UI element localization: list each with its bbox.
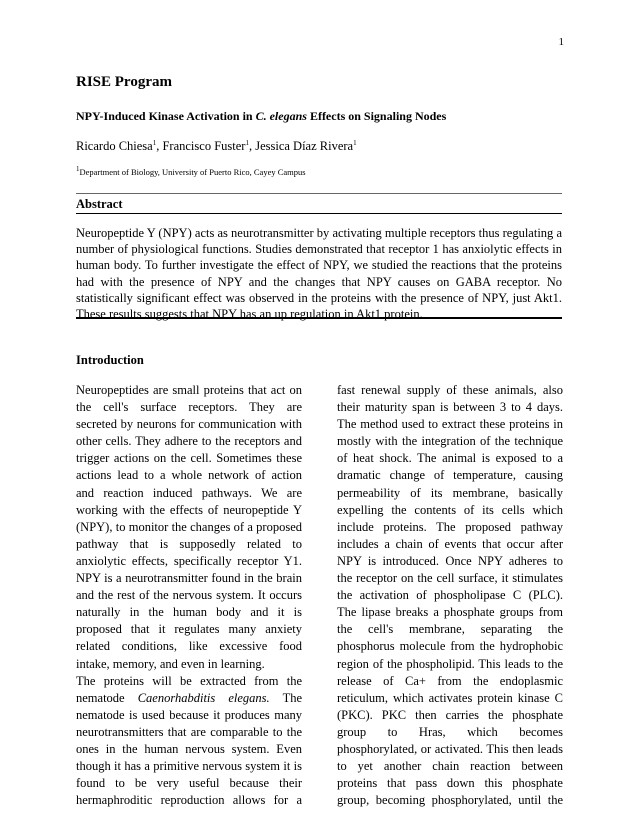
text-fragment: The <box>282 690 303 705</box>
body-text-line: their maturity span is between 3 to 4 days. <box>337 400 563 415</box>
introduction-column-right <box>337 382 563 809</box>
page-number: 1 <box>558 36 564 48</box>
body-text-line: though it has a primitive nervous system it is <box>76 759 302 774</box>
abstract-body: Neuropeptide Y (NPY) acts as neurotransmitter by activating multiple receptors thus regulating a number of physiological functions. Studies demonstrated that receptor 1 has anxiolytic effects in human body. To further investigate the effect of NPY, we studied the reactions that the proteins had with the presence of NPY and the changes that NPY causes on GABA receptor. No statistically significant effect was observed in the proteins with the presence of NPY, just Akt1. These results suggests that NPY has an up regulation in Akt1 protein. <box>76 226 562 322</box>
divider-abstract-end <box>76 317 562 319</box>
body-text-line: The lipase breaks a phosphate groups from <box>337 605 563 620</box>
body-text-line: The method used to extract these proteins in <box>337 417 563 432</box>
abstract-heading-rule <box>76 213 562 214</box>
body-text-line: The proteins will be extracted from the <box>76 673 302 688</box>
body-text-line: the receptor on the cell surface, it stimulates <box>337 571 563 586</box>
paper-title-prefix: NPY-Induced Kinase Activation in <box>76 109 256 123</box>
paper-title-species: C. elegans <box>255 109 307 123</box>
body-text-line: the cell's membrane, separating the <box>337 622 563 637</box>
body-text-line: trigger actions on the cell. Sometimes these <box>76 451 302 466</box>
species-name: Caenorhabditis elegans. <box>137 690 270 705</box>
body-text-line: other cells. They adhere to the receptors and <box>76 434 302 449</box>
body-text-line: intake, memory, and even in learning. <box>76 656 265 671</box>
body-text-line: naturally in the human body and it is <box>76 605 302 620</box>
body-text-line: neurotransmitters that are comparable to the <box>76 724 302 739</box>
affiliation-text: Department of Biology, University of Puerto Rico, Cayey Campus <box>79 167 306 177</box>
author-list <box>76 139 357 154</box>
body-text-line: (NPY), to monitor the changes of a proposed <box>76 519 302 534</box>
introduction-heading: Introduction <box>76 353 144 367</box>
body-text-line: permeability of its membrane, basically <box>337 485 563 500</box>
body-text-line: release of Ca+ from the endoplasmic <box>337 673 563 688</box>
body-text-line: hermaphroditic reproduction allows for a <box>76 793 302 808</box>
body-text-line: the activation of phospholipase C (PLC). <box>337 588 563 603</box>
abstract-heading: Abstract <box>76 197 123 211</box>
body-text-line: working with the effects of neuropeptide Y <box>76 502 302 517</box>
author-name: Jessica Díaz Rivera <box>255 139 354 153</box>
body-text-line: NPY is introduced. Once NPY adheres to <box>337 553 563 568</box>
body-text-line: to yet another chain reaction between <box>337 759 563 774</box>
body-text-line: secreted by neurons for communication with <box>76 417 302 432</box>
program-title: RISE Program <box>76 74 172 90</box>
body-text-line: Neuropeptides are small proteins that act on <box>76 383 302 397</box>
body-text-line: proteins that pass down this phosphate <box>337 776 563 791</box>
author-name: Ricardo Chiesa <box>76 139 153 153</box>
body-text-line: include proteins. The proposed pathway <box>337 519 563 534</box>
author-separator: , <box>248 139 256 153</box>
body-text-line: NPY is a neurotransmitter found in the brain <box>76 571 302 586</box>
introduction-column-left <box>76 382 302 809</box>
body-text-line: found to be very useful because their <box>76 776 302 791</box>
body-text-line: includes a chain of events that occur after <box>337 536 563 551</box>
text-fragment: nematode <box>76 690 138 705</box>
body-text-line: related conditions, like excessive food <box>76 639 302 654</box>
author-affiliation-mark: 1 <box>245 138 249 147</box>
author-separator: , <box>156 139 163 153</box>
body-text-line: actions lead to a whole network of action <box>76 468 302 483</box>
body-text-line: anxiolytic effects, specifically receptor Y1. <box>76 553 302 568</box>
body-text-line: ones in the human nervous system. Even <box>76 741 302 756</box>
body-text-line: expelling the contents of its cells which <box>337 502 563 517</box>
divider-top <box>76 193 562 194</box>
body-text-line: of heat shock. The animal is exposed to a <box>337 451 563 466</box>
affiliation-mark: 1 <box>76 165 80 174</box>
body-text-line: and the rest of the nervous system. It occurs <box>76 588 302 603</box>
author-affiliation-mark: 1 <box>152 138 157 147</box>
body-text-line: region of the phospholipid. This leads to the <box>337 656 563 671</box>
body-text-line: pathway that is supposedly related to <box>76 536 302 551</box>
body-text-line: group, becoming phosphorylated, until the <box>337 793 563 808</box>
body-text-line: proposed that it regulates many anxiety <box>76 622 302 637</box>
body-text-line: the cell's surface receptors. They are <box>76 400 302 415</box>
body-text-line: reticulum, which activates protein kinase C <box>337 690 563 705</box>
paper-title <box>76 109 446 124</box>
body-text-line: fast renewal supply of these animals, also <box>337 383 563 397</box>
paper-title-suffix: Effects on Signaling Nodes <box>306 109 447 123</box>
body-text-line: phosphorylated, or activated. This then leads <box>337 741 563 756</box>
body-text-line: phosphorus molecule from the hydrophobic <box>337 639 563 654</box>
body-text-line: dramatic change of temperature, causing <box>337 468 563 483</box>
author-name: Francisco Fuster <box>162 139 246 153</box>
body-text-line: (PKC). PKC then carries the phosphate <box>337 707 563 722</box>
body-text-line: group to Hras, which becomes <box>337 724 563 739</box>
body-text-line: and reaction induced pathways. We are <box>76 485 302 500</box>
body-text-line: mostly with the integration of the technique <box>337 434 563 449</box>
body-text-line: nematode is used because it produces many <box>76 707 302 722</box>
affiliation <box>76 167 306 177</box>
author-affiliation-mark: 1 <box>353 138 357 147</box>
body-text-line <box>76 690 302 707</box>
